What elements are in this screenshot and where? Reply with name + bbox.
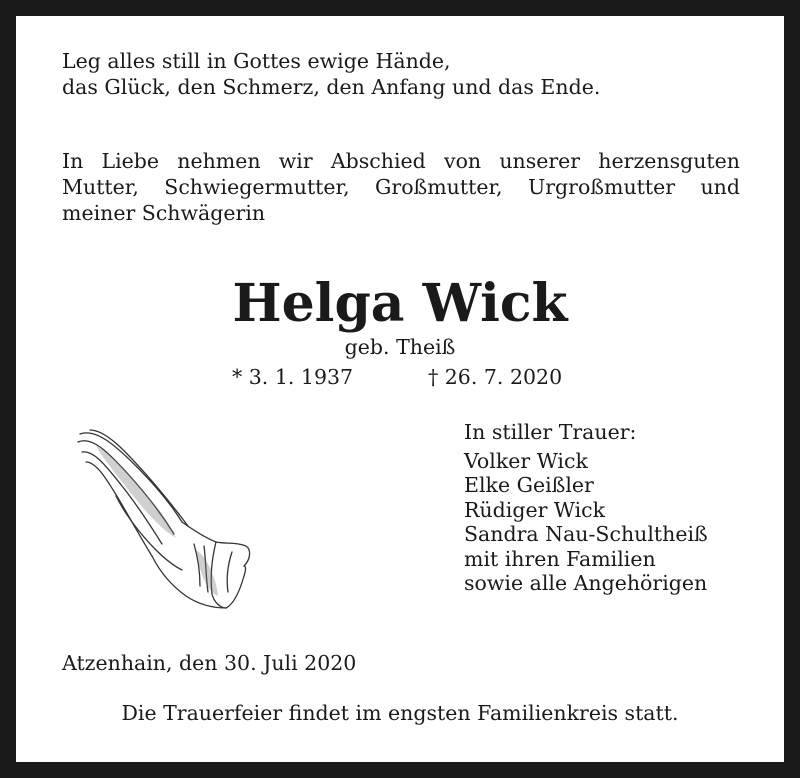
mourner-name: sowie alle Angehörigen [464,571,708,595]
mourners-block [464,420,708,596]
place-date: Atzenhain, den 30. Juli 2020 [62,651,357,675]
mourner-name: Rüdiger Wick [464,497,606,522]
verse-line-2: das Glück, den Schmerz, den Anfang und das Ende. [62,75,601,99]
maiden-name: geb. Theiß [344,335,456,359]
verse-line-1: Leg alles still in Gottes ewige Hände, [62,49,451,73]
mourner-name: mit ihren Familien [464,546,656,571]
mourner-name: Sandra Nau-Schultheiß [464,522,708,546]
intro-line-3: meiner Schwägerin [62,201,266,225]
birth-date: * 3. 1. 1937 [232,365,354,389]
intro-line-1: In Liebe nehmen wir Abschied von unserer herzensguten [62,149,740,173]
death-date: † 26. 7. 2020 [428,365,563,389]
mourner-name: Elke Geißler [464,473,594,497]
obituary-card [16,16,784,762]
praying-hands-icon [76,426,256,616]
deceased-name: Helga Wick [232,273,568,334]
intro-line-2: Mutter, Schwiegermutter, Großmutter, Urgroßmutter und [62,175,740,199]
funeral-note: Die Trauerfeier findet im engsten Familienkreis statt. [121,701,679,725]
mourners-heading: In stiller Trauer: [464,420,637,444]
mourner-name: Volker Wick [464,448,588,473]
